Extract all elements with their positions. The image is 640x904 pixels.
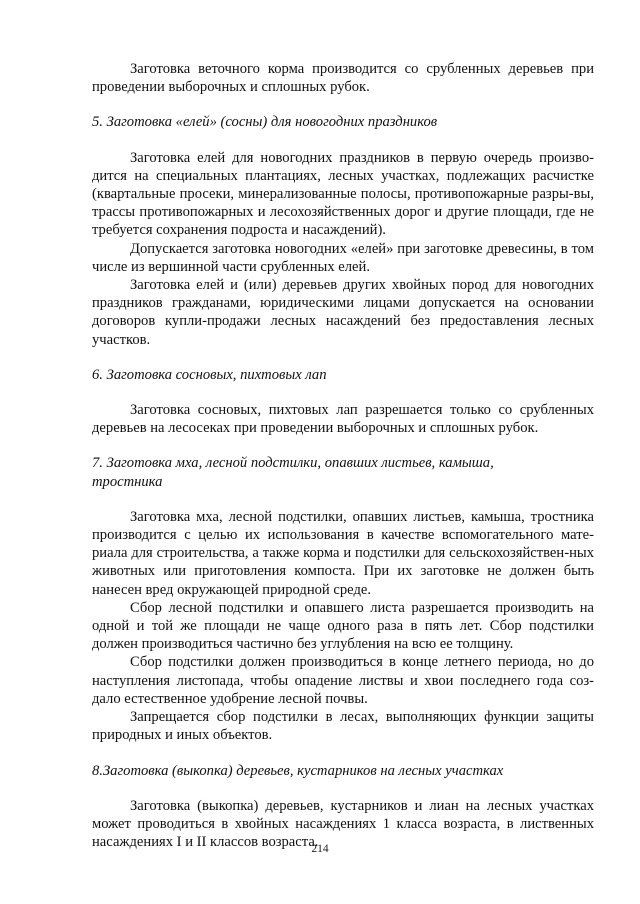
paragraph-tree-digging: Заготовка (выкопка) деревьев, кустарников и лиан на лесных участках может проводиться в хвойных насаждениях 1 класса возраста, в лиственных насаждениях I и II классов возраста. — [92, 797, 594, 851]
paragraph-moss-litter: Заготовка мха, лесной подстилки, опавших листьев, камыша, тростника производится с целью их использования в качестве вспомогательного мате-риала для строительства, а также корма и подстилки для сельскохозяйствен-ных животных или приготовления компоста. При их заготовке не должен быть нанесен вред окружающей природной среде. — [92, 508, 594, 598]
heading-section-6: 6. Заготовка сосновых, пихтовых лап — [92, 366, 327, 383]
page-number: 214 — [311, 843, 329, 855]
heading-section-7: 7. Заготовка мха, лесной подстилки, опавших листьев, камыша, тростника — [92, 455, 494, 490]
paragraph-spruce-contracts: Заготовка елей и (или) деревьев других хвойных пород для новогодних праздников гражданами, юридическими лицами допускается на основании договоров купли-продажи лесных насаждений без предоставления лесных участков. — [92, 277, 594, 348]
paragraph-litter-timing: Сбор подстилки должен производиться в конце летнего периода, но до наступления листопада, чтобы опадение листвы и хвои последнего года соз-дало естественное удобрение лесной почвы. — [92, 654, 594, 707]
heading-section-8: 8.Заготовка (выкопка) деревьев, кустарников на лесных участках — [92, 762, 504, 779]
paragraph-litter-frequency: Сбор лесной подстилки и опавшего листа разрешается производить на одной и той же площади не чаще одного раза в пять лет. Сбор подстилки должен производиться частично без углубления на всю ее толщину. — [92, 599, 594, 653]
paragraph-branch-feed: Заготовка веточного корма производится со срубленных деревьев при проведении выборочных и сплошных рубок. — [92, 61, 594, 96]
document-page — [92, 60, 594, 851]
paragraph-spruce-tops: Допускается заготовка новогодних «елей» при заготовке древесины, в том числе из вершинной части срубленных елей. — [92, 240, 594, 275]
paragraph-pine-branches: Заготовка сосновых, пихтовых лап разрешается только со срубленных деревьев на лесосеках при проведении выборочных и сплошных рубок. — [92, 402, 594, 437]
heading-section-5: 5. Заготовка «елей» (сосны) для новогодних праздников — [92, 114, 438, 131]
paragraph-litter-prohibition: Запрещается сбор подстилки в лесах, выполняющих функции защиты природных и иных объектов. — [92, 709, 594, 744]
paragraph-spruce-plantations: Заготовка елей для новогодних праздников в первую очередь произво-дится на специальных плантациях, лесных участках, подлежащих расчистке (квартальные просеки, минерализованные полосы, противопожарные разры-вы, трассы противопожарных и лесохозяйственных дорог и другие площади, где не требуется сохранения подроста и насаждений). — [92, 149, 594, 239]
